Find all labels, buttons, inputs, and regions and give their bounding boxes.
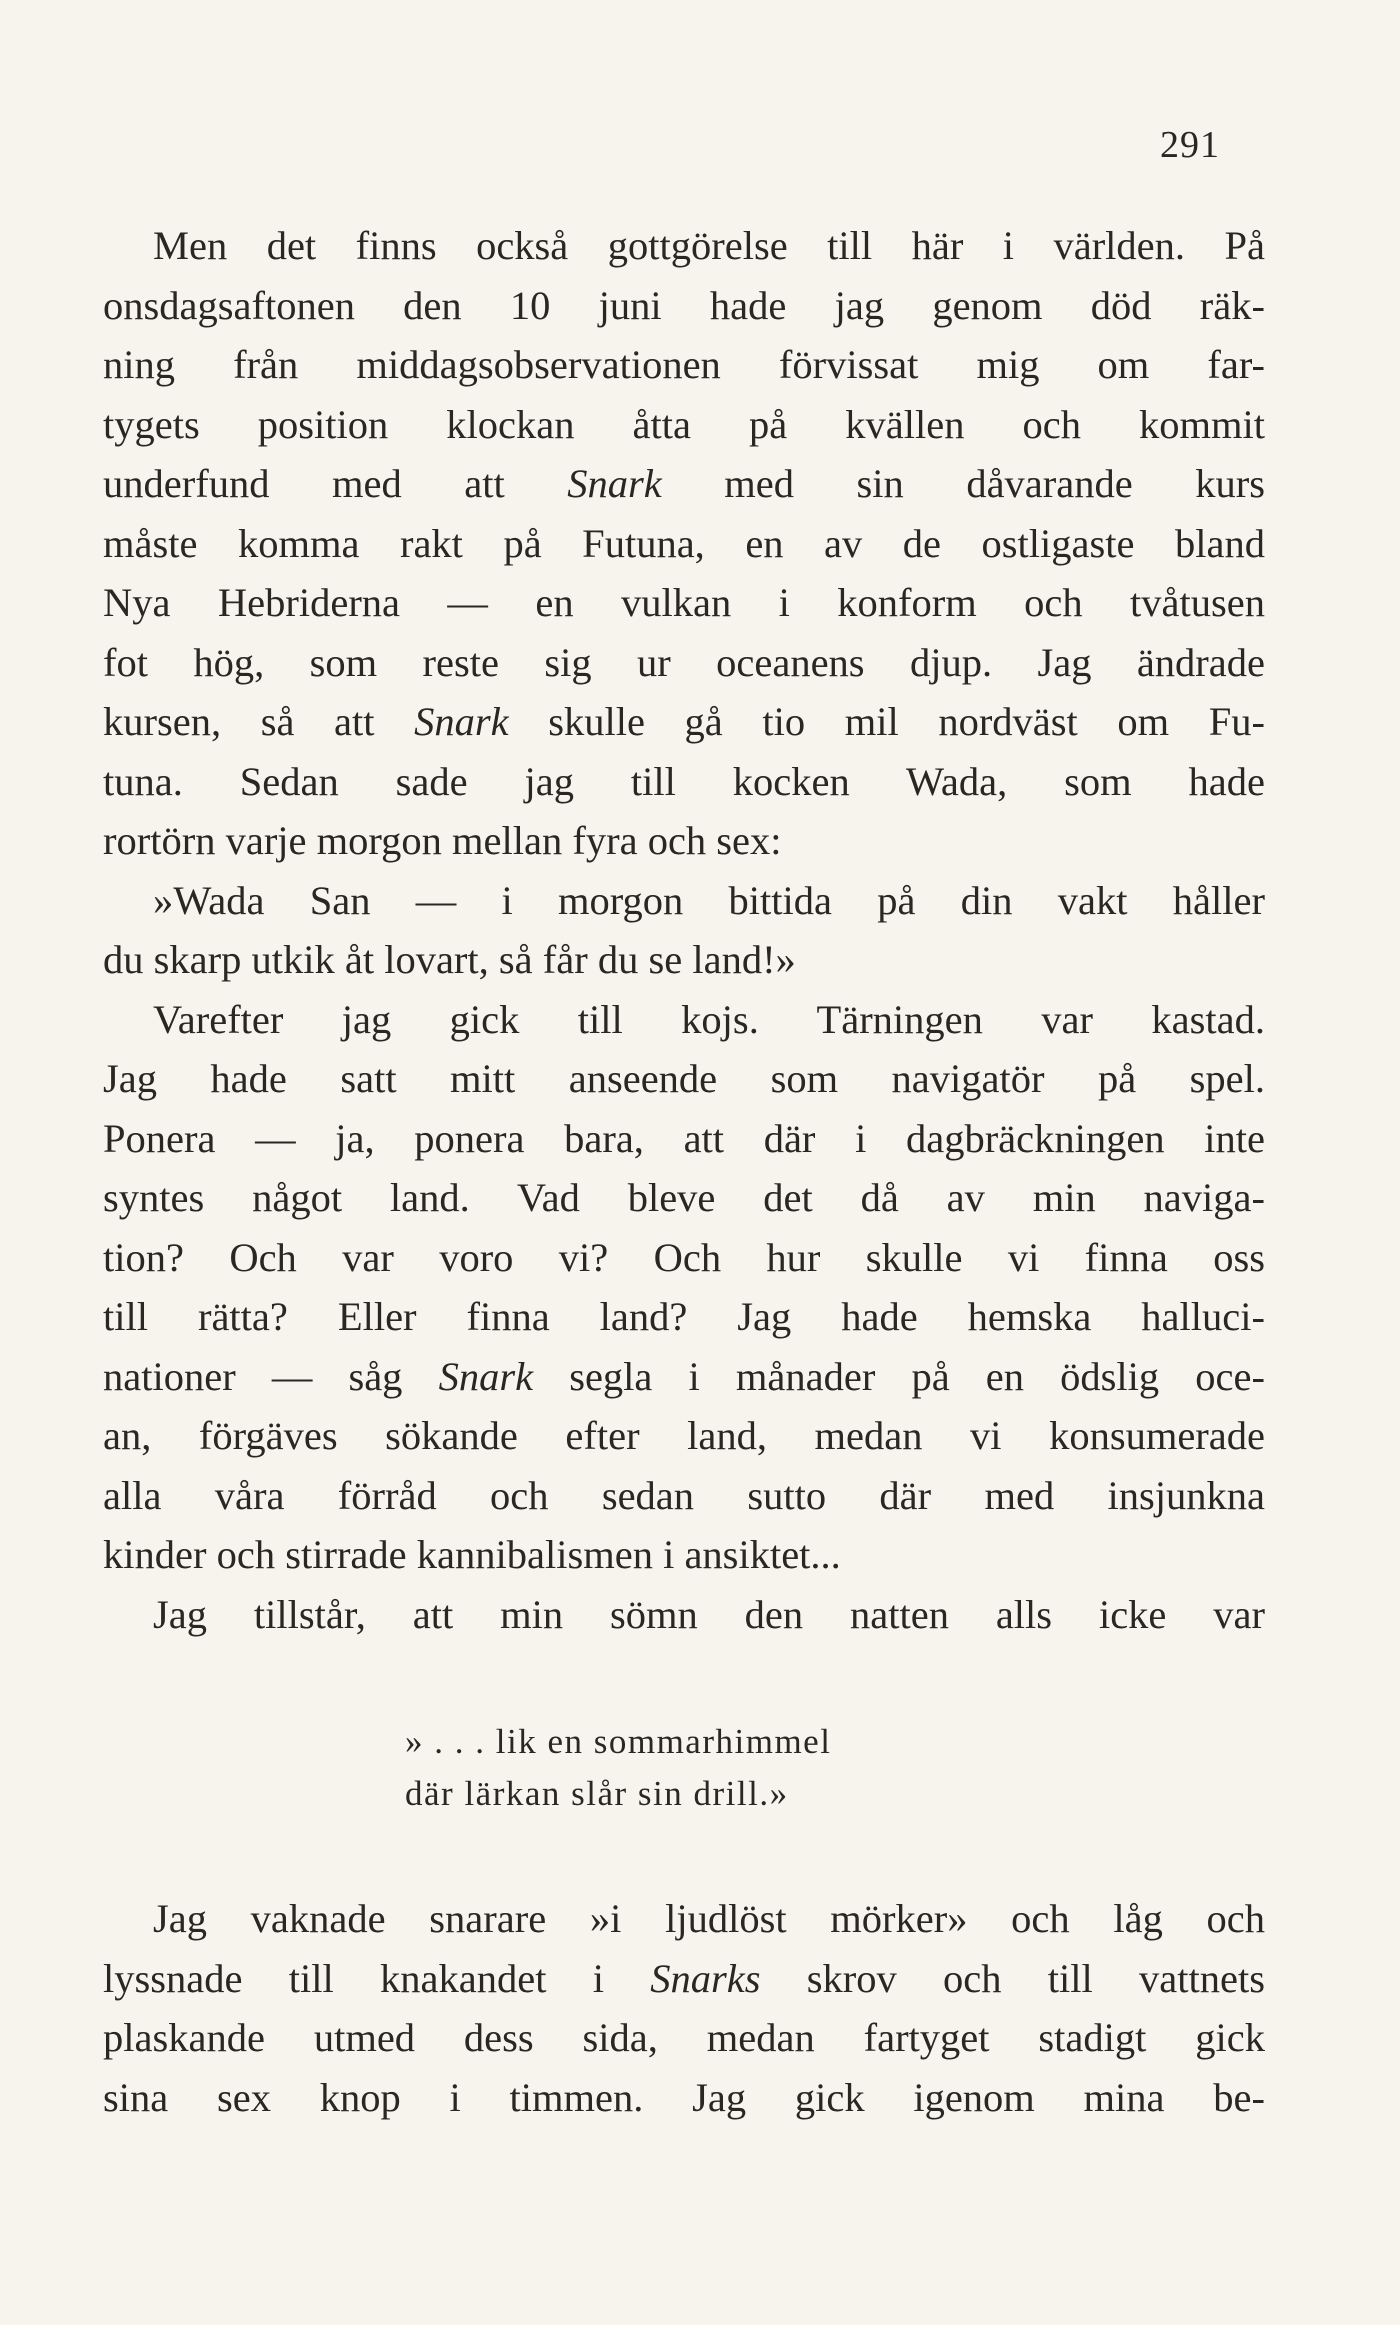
text-run: segla i månader på en ödslig oce- [533,1353,1265,1399]
text-line [103,1889,1265,1949]
text-run: tuna. Sedan sade jag till kocken Wada, som hade [103,758,1265,804]
text-run: Men det finns också gottgörelse till här i världen. På [153,223,1265,268]
text-run: underfund med att [103,461,568,506]
text-run: Nya Hebriderna — en vulkan i konform och tvåtusen [103,580,1265,625]
text-line [103,811,1265,871]
text-line [103,1347,1265,1407]
text-run: Jag hade satt mitt anseende som navigatör på spel. [103,1056,1265,1101]
paragraph-block-bottom [103,1889,1265,2127]
italic-ship-name: Snark [438,1353,534,1399]
text-line [103,633,1265,693]
text-line [103,216,1265,276]
text-line [103,692,1265,752]
text-line [103,335,1265,395]
text-line [103,514,1265,574]
text-run: fot hög, som reste sig ur oceanens djup. Jag ändrade [103,639,1265,685]
text-line [103,454,1265,514]
text-run: syntes något land. Vad bleve det då av min naviga- [103,1175,1265,1220]
text-run: med sin dåvarande kurs [661,461,1265,506]
text-line [103,1525,1265,1585]
text-run: skulle gå tio mil nordväst om Fu- [508,699,1265,744]
text-run: ning från middagsobservationen förvissat mig om far- [103,342,1265,387]
verse-line: där lärkan slår sin drill.» [405,1774,789,1813]
text-run: Ponera — ja, ponera bara, att där i dagbräckningen inte [103,1115,1265,1161]
text-line [103,990,1265,1050]
page-number: 291 [1160,124,1220,166]
text-run: onsdagsaftonen den 10 juni hade jag genom död räk- [103,282,1265,328]
text-run: sina sex knop i timmen. Jag gick igenom mina be- [103,2074,1265,2120]
text-line [103,1466,1265,1526]
italic-ship-name: Snarks [650,1955,761,2001]
text-line [103,1109,1265,1169]
text-run: till rätta? Eller finna land? Jag hade hemska halluci- [103,1294,1265,1339]
text-run: tygets position klockan åtta på kvällen och kommit [103,401,1265,447]
text-run: nationer — såg [103,1353,439,1399]
text-line [103,2008,1265,2068]
text-line [103,1287,1265,1347]
text-line [103,871,1265,931]
text-run: alla våra förråd och sedan sutto där med insjunkna [103,1472,1265,1518]
text-run: kinder och stirrade kannibalismen i ansiktet... [103,1532,841,1577]
text-line [103,930,1265,990]
text-line [103,1406,1265,1466]
italic-ship-name: Snark [567,461,662,506]
text-run: lyssnade till knakandet i [103,1955,651,2001]
text-run: Jag vaknade snarare »i ljudlöst mörker» och låg och [153,1896,1265,1941]
text-line [103,1168,1265,1228]
text-run: »Wada San — i morgon bittida på din vakt håller [153,877,1265,923]
text-run: kursen, så att [103,699,415,744]
text-run: du skarp utkik åt lovart, så får du se land!» [103,937,796,982]
text-line [103,1585,1265,1645]
text-line [103,1949,1265,2009]
paragraph-block-top [103,216,1265,1644]
text-line [103,276,1265,336]
italic-ship-name: Snark [414,699,509,744]
text-line [103,1049,1265,1109]
text-line [103,752,1265,812]
text-run: rortörn varje morgon mellan fyra och sex: [103,818,782,863]
text-run: Jag tillstår, att min sömn den natten alls icke var [153,1591,1265,1637]
text-run: skrov och till vattnets [760,1955,1265,2001]
text-run: an, förgäves sökande efter land, medan vi konsumerade [103,1413,1265,1458]
text-line [103,395,1265,455]
text-line [103,2068,1265,2128]
verse-line: » . . . lik en sommarhimmel [405,1722,832,1761]
text-run: Varefter jag gick till kojs. Tärningen var kastad. [153,996,1265,1042]
text-line [103,573,1265,633]
text-run: tion? Och var voro vi? Och hur skulle vi finna oss [103,1234,1265,1280]
text-line [103,1228,1265,1288]
text-run: måste komma rakt på Futuna, en av de ostligaste bland [103,520,1265,566]
text-run: plaskande utmed dess sida, medan fartyget stadigt gick [103,2015,1265,2060]
verse-quote [405,1716,831,1820]
